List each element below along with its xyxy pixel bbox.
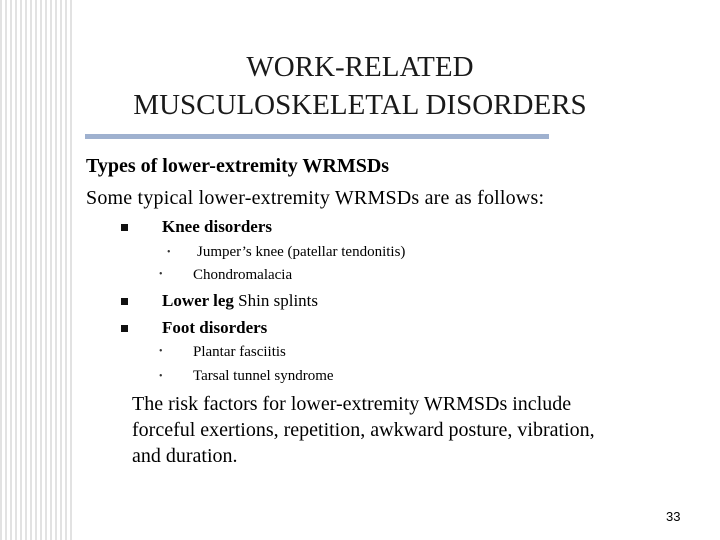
list-item-label: Foot disorders [162,318,268,337]
list-item-label: Knee disorders [162,217,273,236]
section-heading: Types of lower-extremity WRMSDs [86,155,390,177]
list-item-label: Lower leg [162,291,234,310]
slide-title [70,48,650,124]
square-bullet-icon [121,298,128,305]
bullet-dot-icon: • [167,247,171,258]
list-item-lower-leg [162,290,318,312]
page-number: 33 [666,509,681,524]
section-intro: Some typical lower-extremity WRMSDs are as follows: [86,187,545,209]
sub-item: Tarsal tunnel syndrome [193,368,334,384]
sub-item: Jumper’s knee (patellar tendonitis) [197,244,406,260]
square-bullet-icon [121,325,128,332]
bullet-dot-icon: • [159,371,163,382]
title-line-2: MUSCULOSKELETAL DISORDERS [133,89,587,121]
list-item-knee [162,216,272,238]
sub-item: Plantar fasciitis [193,344,286,360]
sub-item: Chondromalacia [193,267,293,283]
bullet-dot-icon: • [159,269,163,280]
title-divider [85,134,549,139]
square-bullet-icon [121,224,128,231]
bullet-dot-icon: • [159,346,163,357]
list-item-detail: Shin splints [238,291,319,310]
title-line-1: WORK-RELATED [246,51,474,83]
list-item-foot [162,317,267,339]
risk-factors-paragraph: The risk factors for lower-extremity WRMSDs include forceful exertions, repetition, awkward posture, vibration, and duration. [132,393,595,467]
